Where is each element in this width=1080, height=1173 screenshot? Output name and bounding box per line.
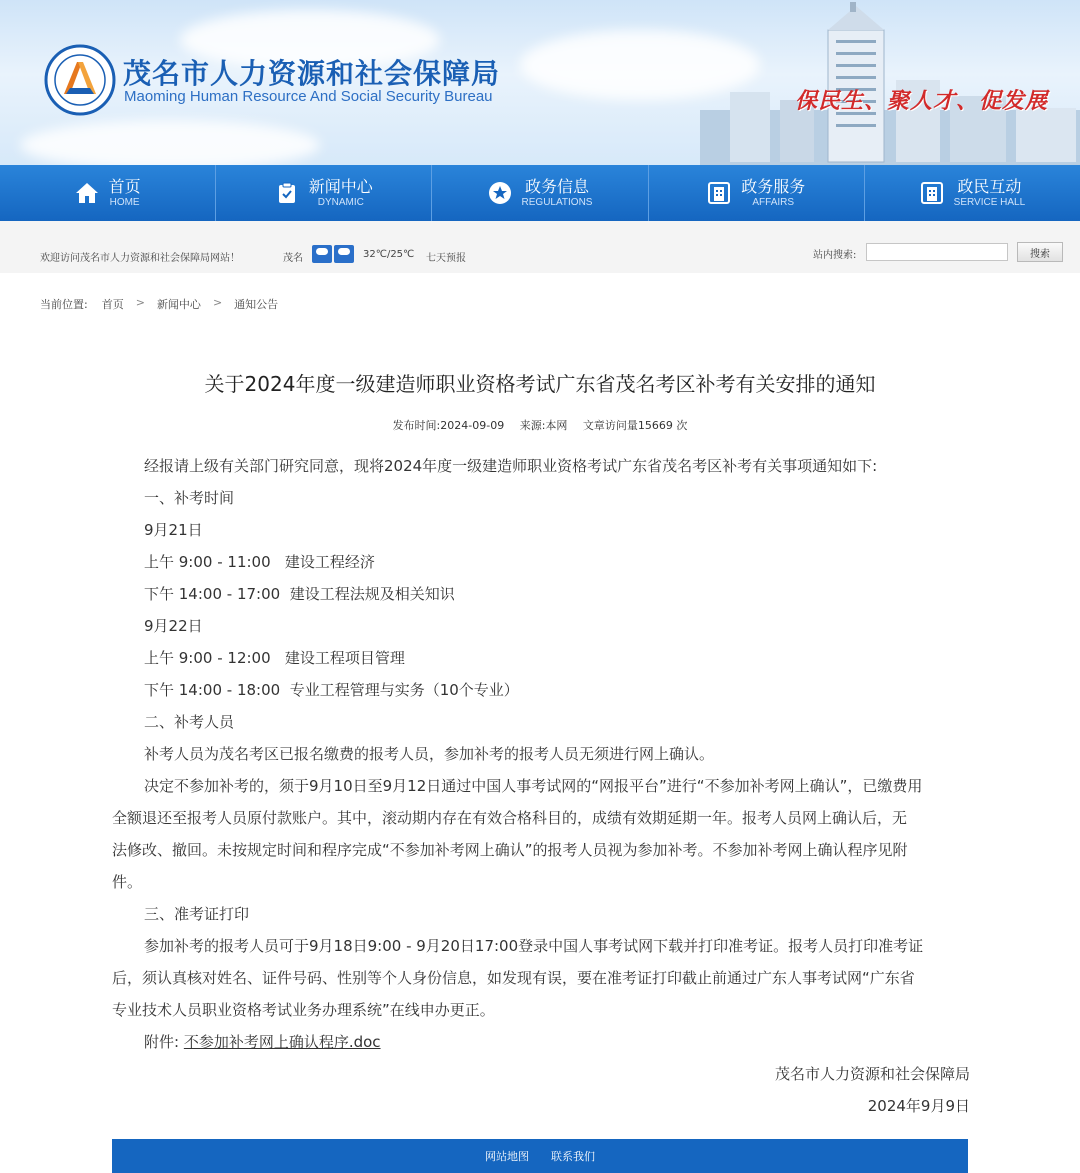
search-button[interactable]: 搜索 [1017,242,1063,262]
site-banner [0,0,1080,165]
rain-cloud-icon [334,245,354,263]
site-search-input[interactable] [866,243,1008,261]
paragraph: 9月22日 [144,617,203,635]
paragraph: 决定不参加补考的，须于9月10日至9月12日通过中国人事考试网的“网报平台”进行“不参加补考网上确认”，已缴费用 [144,777,923,795]
search-label: 站内搜索: [813,250,857,261]
paragraph: 下午 14:00 - 18:00 专业工程管理与实务（10个专业） [144,681,519,699]
breadcrumb [40,296,278,312]
site-title: 茂名市人力资源和社会保障局 [123,57,501,90]
article-title: 关于2024年度一级建造师职业资格考试广东省茂名考区补考有关安排的通知 [204,372,876,396]
nav-item-home[interactable] [0,165,216,221]
footer-bar [112,1139,968,1173]
slogan: 保民生、聚人才、促发展 [795,88,1049,114]
breadcrumb-home-link[interactable]: 首页 [101,298,124,311]
info-bar [0,221,1080,273]
breadcrumb-separator: > [212,296,223,309]
section-heading: 一、补考时间 [144,489,235,507]
footer-contact-link[interactable]: 联系我们 [551,1150,595,1163]
paragraph: 上午 9:00 - 12:00 建设工程项目管理 [144,649,405,667]
nav-sublabel: HOME [109,196,140,208]
welcome-text: 欢迎访问茂名市人力资源和社会保障局网站！ [40,253,240,264]
signature-date: 2024年9月9日 [867,1097,970,1115]
view-count: 文章访问量15669 次 [582,419,688,432]
seven-day-forecast-link[interactable]: 七天预报 [426,253,466,264]
article-meta [0,417,1080,433]
cloud-decoration [20,120,320,165]
paragraph: 9月21日 [144,521,203,539]
clipboard-icon [275,181,299,205]
nav-label: 政务信息 [524,176,589,196]
attachment-row [144,1030,381,1054]
article-source: 来源:本网 [519,419,568,432]
breadcrumb-separator: > [135,296,145,309]
breadcrumb-notice-link[interactable]: 通知公告 [234,298,279,311]
building-icon [707,181,731,205]
main-nav [0,165,1080,221]
paragraph: 上午 9:00 - 11:00 建设工程经济 [144,553,375,571]
paragraph: 法修改、撤回。未按规定时间和程序完成“不参加补考网上确认”的报考人员视为参加补考。不参加补考网上确认程序见附 [112,841,908,859]
paragraph: 补考人员为茂名考区已报名缴费的报考人员，参加补考的报考人员无须进行网上确认。 [144,745,715,763]
paragraph: 参加补考的报考人员可于9月18日9:00 - 9月20日17:00登录中国人事考试网下载并打印准考证。报考人员打印准考证 [144,937,924,955]
section-heading: 二、补考人员 [144,713,235,731]
weather-city: 茂名 [283,253,303,264]
nav-sublabel: SERVICE HALL [953,196,1026,208]
breadcrumb-news-link[interactable]: 新闻中心 [156,298,201,311]
nav-item-news[interactable] [216,165,432,221]
city-skyline-image [700,0,1080,165]
signature-org: 茂名市人力资源和社会保障局 [774,1065,970,1083]
building-icon [920,181,944,205]
paragraph: 下午 14:00 - 17:00 建设工程法规及相关知识 [144,585,455,603]
paragraph: 专业技术人员职业资格考试业务办理系统”在线申办更正。 [112,1001,495,1019]
breadcrumb-label: 当前位置: [40,298,88,311]
attachment-label: 附件: [144,1033,180,1051]
home-icon [75,181,99,205]
nav-sublabel: DYNAMIC [317,196,364,208]
star-icon [488,181,512,205]
rain-cloud-icon [312,245,332,263]
section-heading: 三、准考证打印 [144,905,250,923]
nav-sublabel: REGULATIONS [521,196,593,208]
attachment-link[interactable]: 不参加补考网上确认程序.doc [183,1033,381,1051]
nav-label: 政务服务 [741,176,806,196]
paragraph: 件。 [112,873,143,891]
nav-label: 政民互动 [957,176,1022,196]
nav-item-interaction[interactable] [865,165,1080,221]
nav-label: 首页 [108,176,141,196]
nav-label: 新闻中心 [308,176,373,196]
paragraph: 经报请上级有关部门研究同意，现将2024年度一级建造师职业资格考试广东省茂名考区补考有关事项通知如下: [144,457,878,475]
nav-item-gov-info[interactable] [432,165,648,221]
site-subtitle: Maoming Human Resource And Social Security Bureau [124,88,493,105]
paragraph: 后，须认真核对姓名、证件号码、性别等个人身份信息，如发现有误，要在准考证打印截止前通过广东人事考试网“广东省 [112,969,915,987]
bureau-logo[interactable] [44,44,116,116]
weather-temperature: 32℃/25℃ [363,249,415,260]
publish-date: 发布时间:2024-09-09 [392,419,505,432]
paragraph: 全额退还至报考人员原付款账户。其中，滚动期内存在有效合格科目的，成绩有效期延期一年。报考人员网上确认后，无 [112,809,908,827]
nav-item-gov-service[interactable] [649,165,865,221]
weather-icons [312,245,354,263]
footer-sitemap-link[interactable]: 网站地图 [485,1150,529,1163]
nav-sublabel: AFFAIRS [752,196,795,208]
